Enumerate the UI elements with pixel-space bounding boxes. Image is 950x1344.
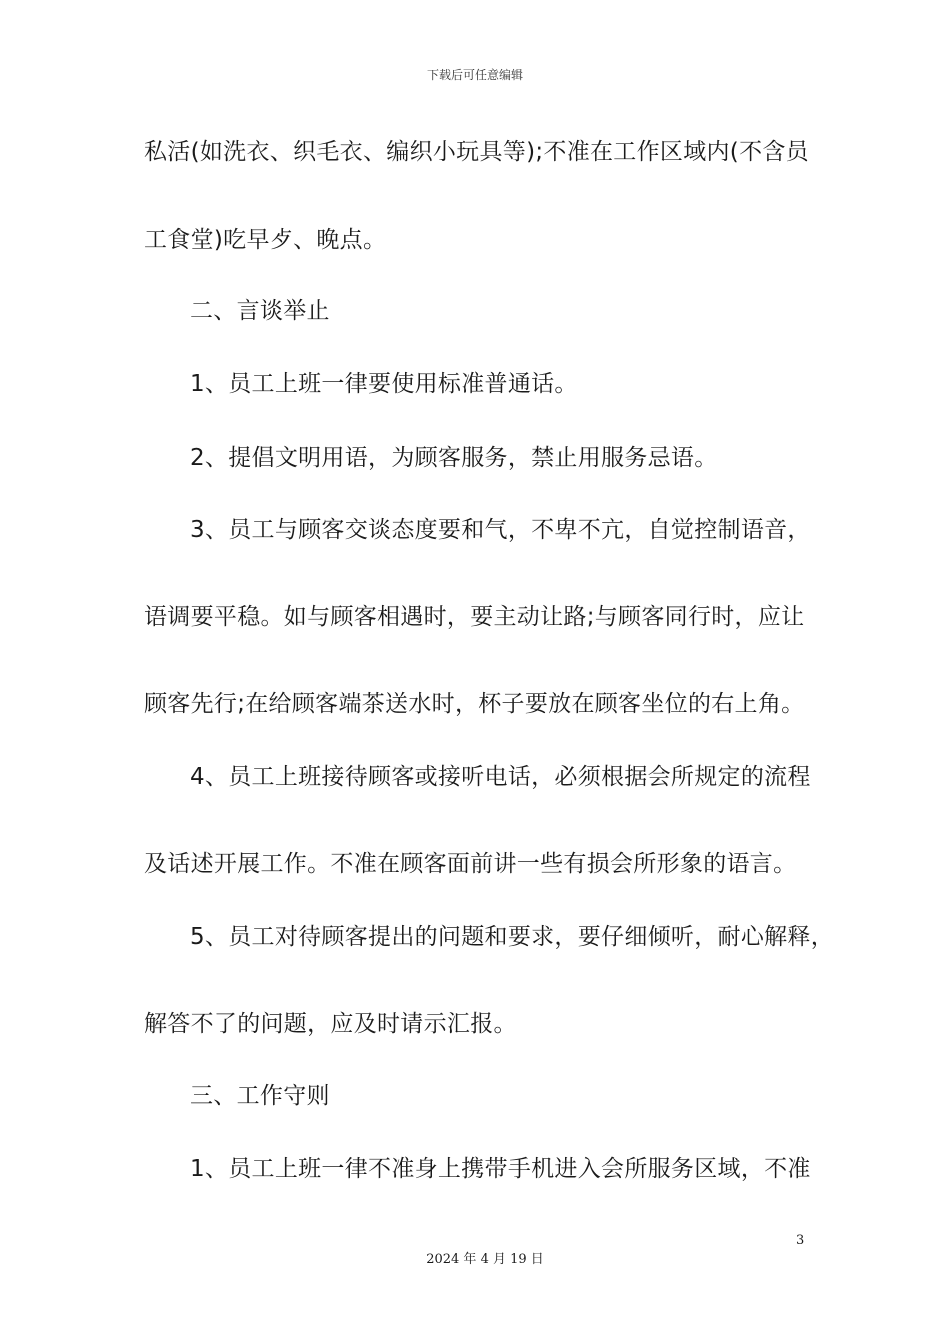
body-line-continuation: 语调要平稳。如与顾客相遇时，要主动让路;与顾客同行时，应让	[144, 604, 805, 630]
paragraph-item-3: 3、员工与顾客交谈态度要和气，不卑不亢，自觉控制语音，	[190, 517, 811, 543]
body-line-continuation: 及话述开展工作。不准在顾客面前讲一些有损会所形象的语言。	[144, 851, 797, 877]
body-line-continuation: 工食堂)吃早歺、晚点。	[144, 227, 387, 253]
paragraph-item-1: 1、员工上班一律不准身上携带手机进入会所服务区域，不准	[190, 1156, 811, 1182]
body-line-continuation: 私活(如洗衣、织毛衣、编织小玩具等);不准在工作区域内(不含员	[144, 139, 809, 165]
paragraph-item-1: 1、员工上班一律要使用标准普通话。	[190, 371, 578, 397]
paragraph-item-2: 2、提倡文明用语，为顾客服务，禁止用服务忌语。	[190, 445, 718, 471]
footer-date: 2024 年 4 月 19 日	[426, 1252, 544, 1267]
body-line-continuation: 解答不了的问题，应及时请示汇报。	[144, 1011, 517, 1037]
paragraph-item-5: 5、员工对待顾客提出的问题和要求，要仔细倾听，耐心解释，	[190, 924, 835, 950]
section-heading-work-rules: 三、工作守则	[190, 1083, 330, 1109]
page-number: 3	[796, 1233, 805, 1248]
page-header: 下载后可任意编辑	[426, 68, 523, 82]
paragraph-item-4: 4、员工上班接待顾客或接听电话，必须根据会所规定的流程	[190, 764, 811, 790]
body-line-continuation: 顾客先行;在给顾客端茶送水时，杯子要放在顾客坐位的右上角。	[144, 691, 805, 717]
section-heading-speech-conduct: 二、言谈举止	[190, 298, 330, 324]
